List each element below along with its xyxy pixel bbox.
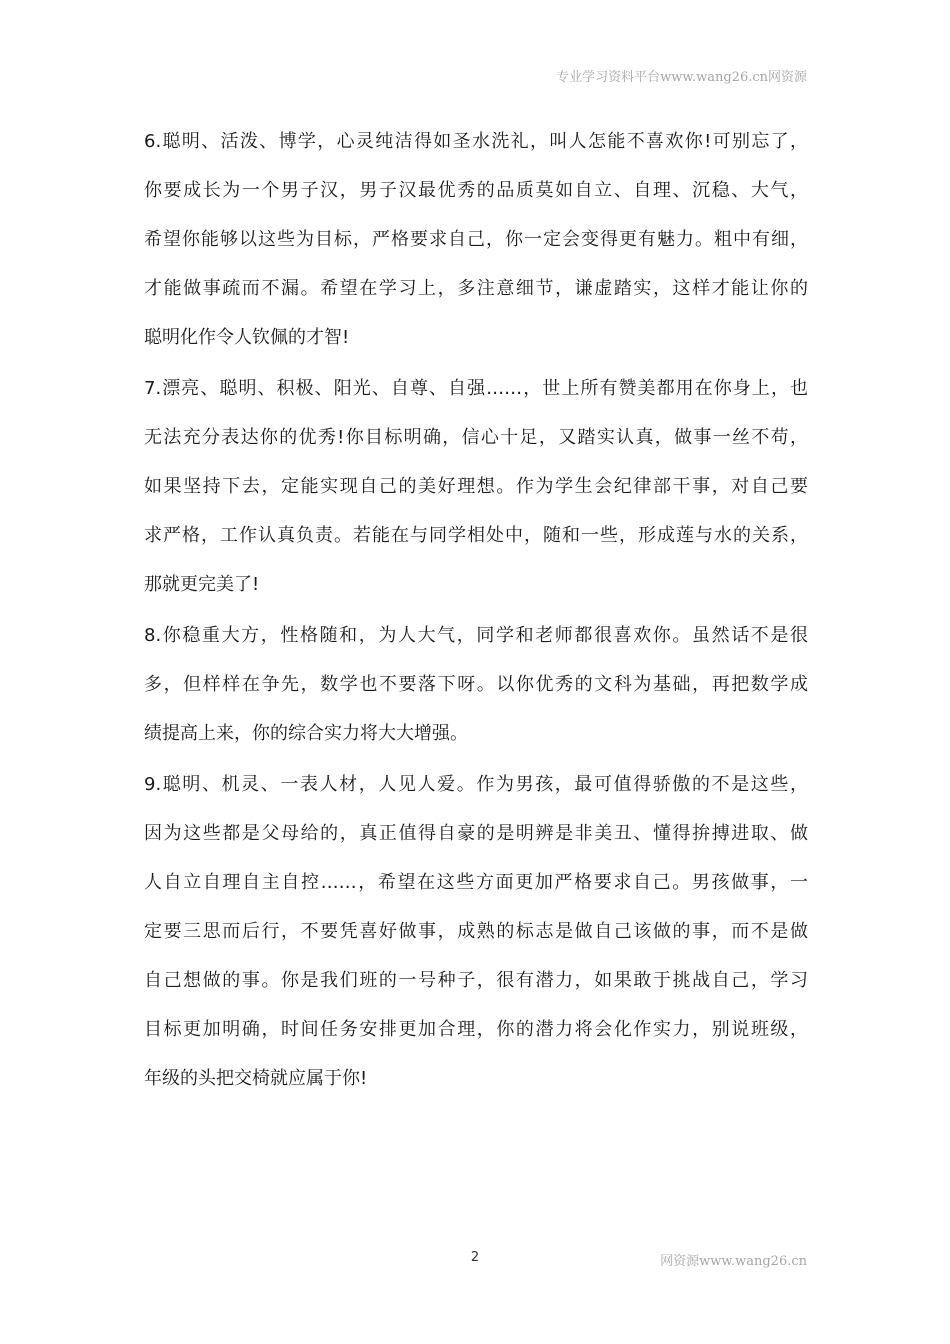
paragraph-line: 你要成长为一个男子汉，男子汉最优秀的品质莫如自立、自理、沉稳、大气， [144, 180, 808, 201]
paragraph-line: 自己想做的事。你是我们班的一号种子，很有潜力，如果敢于挑战自己，学习 [144, 970, 808, 991]
paragraph-line: 如果坚持下去，定能实现自己的美好理想。作为学生会纪律部干事，对自己要 [144, 476, 808, 497]
paragraph-line: 7.漂亮、聪明、积极、阳光、自尊、自强……，世上所有赞美都用在你身上，也 [144, 378, 808, 399]
paragraph-line: 因为这些都是父母给的，真正值得自豪的是明辨是非美丑、懂得拚搏进取、做 [144, 823, 808, 844]
paragraph-line: 6.聪明、活泼、博学，心灵纯洁得如圣水洗礼，叫人怎能不喜欢你!可别忘了， [144, 131, 808, 152]
paragraph-7 [144, 375, 808, 598]
paragraph-9 [144, 771, 808, 1092]
paragraph-6 [144, 128, 808, 351]
paragraph-line: 无法充分表达你的优秀!你目标明确，信心十足，又踏实认真，做事一丝不苟， [144, 427, 808, 448]
paragraph-line: 年级的头把交椅就应属于你! [144, 1068, 368, 1089]
paragraph-line: 求严格，工作认真负责。若能在与同学相处中，随和一些，形成莲与水的关系， [144, 525, 808, 546]
paragraph-line: 那就更完美了! [144, 574, 260, 595]
paragraph-line: 绩提高上来，你的综合实力将大大增强。 [144, 723, 468, 744]
paragraph-line: 多，但样样在争先，数学也不要落下呀。以你优秀的文科为基础，再把数学成 [144, 674, 808, 695]
footer-watermark: 网资源www.wang26.cn [660, 1254, 807, 1269]
page-number: 2 [470, 1250, 480, 1265]
header-watermark: 专业学习资料平台www.wang26.cn网资源 [556, 70, 807, 85]
paragraph-line: 聪明化作令人钦佩的才智! [144, 327, 350, 348]
paragraph-8 [144, 622, 808, 747]
paragraph-line: 才能做事疏而不漏。希望在学习上，多注意细节，谦虚踏实，这样才能让你的 [144, 278, 808, 299]
paragraph-line: 9.聪明、机灵、一表人材，人见人爱。作为男孩，最可值得骄傲的不是这些， [144, 774, 808, 795]
paragraph-line: 目标更加明确，时间任务安排更加合理，你的潜力将会化作实力，别说班级， [144, 1019, 808, 1040]
paragraph-line: 人自立自理自主自控……，希望在这些方面更加严格要求自己。男孩做事，一 [144, 872, 808, 893]
paragraph-line: 定要三思而后行，不要凭喜好做事，成熟的标志是做自己该做的事，而不是做 [144, 921, 808, 942]
document-body [144, 128, 808, 1116]
paragraph-line: 8.你稳重大方，性格随和，为人大气，同学和老师都很喜欢你。虽然话不是很 [144, 625, 808, 646]
paragraph-line: 希望你能够以这些为目标，严格要求自己，你一定会变得更有魅力。粗中有细， [144, 229, 808, 250]
